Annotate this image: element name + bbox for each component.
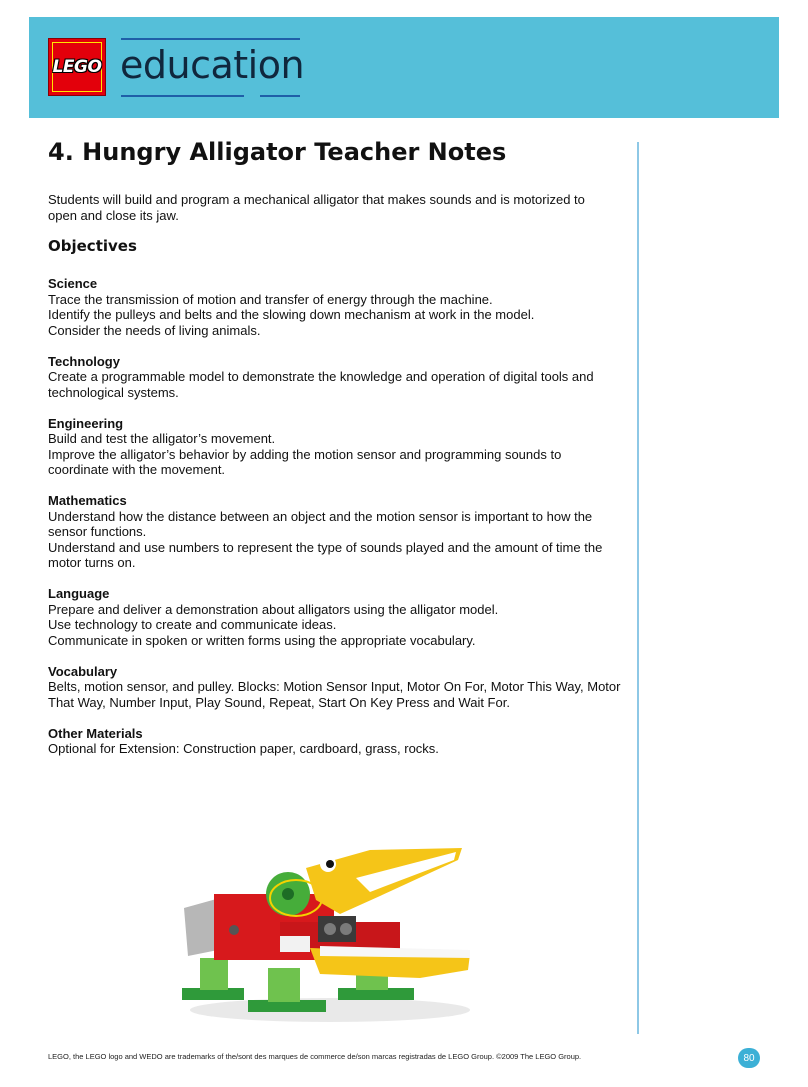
section-technology <box>48 354 626 401</box>
brand-line-bottom-right <box>260 95 300 97</box>
main-content <box>48 192 626 772</box>
intro-line: Students will build and program a mechanical alligator that makes sounds and is motorized to <box>48 192 585 207</box>
section-line: Understand and use numbers to represent the type of sounds played and the amount of time the <box>48 539 603 555</box>
section-other-materials <box>48 726 626 757</box>
section-line: sensor functions. <box>48 524 147 539</box>
page-title: 4. Hungry Alligator Teacher Notes <box>48 138 507 166</box>
page-number-badge: 80 <box>738 1048 760 1068</box>
sensor-eye <box>324 923 336 935</box>
header-banner <box>29 17 779 118</box>
section-science <box>48 276 626 338</box>
section-language <box>48 586 626 648</box>
section-line: Belts, motion sensor, and pulley. Blocks: Motion Sensor Input, Motor On For, Motor This Way, Motor <box>48 679 621 694</box>
section-title: Mathematics <box>48 493 127 508</box>
column-divider <box>637 142 639 1034</box>
section-vocabulary <box>48 664 626 711</box>
section-line: Build and test the alligator’s movement. <box>48 431 276 446</box>
lego-logo <box>48 38 106 96</box>
intro-line: open and close its jaw. <box>48 207 179 223</box>
section-line: Create a programmable model to demonstrate the knowledge and operation of digital tools and <box>48 369 594 384</box>
leg <box>200 958 228 990</box>
section-line: Improve the alligator’s behavior by adding the motion sensor and programming sounds to <box>48 446 562 462</box>
axle <box>229 925 239 935</box>
brand-line-bottom-left <box>121 95 244 97</box>
section-line: technological systems. <box>48 384 179 400</box>
pulley-hub <box>282 888 294 900</box>
section-line: coordinate with the movement. <box>48 462 226 477</box>
section-line: Consider the needs of living animals. <box>48 322 261 338</box>
section-title: Other Materials <box>48 725 143 741</box>
section-line: Trace the transmission of motion and transfer of energy through the machine. <box>48 291 493 307</box>
pupil <box>326 860 334 868</box>
section-line: motor turns on. <box>48 555 136 570</box>
section-title: Language <box>48 586 110 601</box>
section-line: Identify the pulleys and belts and the slowing down mechanism at work in the model. <box>48 307 535 322</box>
section-line: Understand how the distance between an object and the motion sensor is important to how the <box>48 508 593 524</box>
white-stripe <box>280 936 310 952</box>
section-mathematics <box>48 493 626 571</box>
intro-paragraph <box>48 192 626 223</box>
trademark-footer: LEGO, the LEGO logo and WEDO are trademarks of the/sont des marques de commerce de/son marcas registradas de LEGO Group. ©2009 The LEGO Group. <box>48 1052 582 1061</box>
section-line: Prepare and deliver a demonstration about alligators using the alligator model. <box>48 601 499 617</box>
lego-logo-text: LEGO <box>52 57 102 77</box>
section-engineering <box>48 416 626 478</box>
brand-line-top <box>121 38 300 40</box>
alligator-model-image <box>170 838 480 1028</box>
section-title: Technology <box>48 353 120 369</box>
section-line: Optional for Extension: Construction paper, cardboard, grass, rocks. <box>48 741 439 756</box>
section-title: Engineering <box>48 415 124 431</box>
model-shadow <box>190 998 470 1022</box>
sensor-eye <box>340 923 352 935</box>
section-title: Vocabulary <box>48 663 118 679</box>
section-title: Science <box>48 276 98 291</box>
objectives-heading: Objectives <box>48 237 137 255</box>
section-line: That Way, Number Input, Play Sound, Repeat, Start On Key Press and Wait For. <box>48 694 510 710</box>
lego-logo-frame <box>52 42 102 92</box>
section-line: Use technology to create and communicate ideas. <box>48 617 337 632</box>
section-line: Communicate in spoken or written forms using the appropriate vocabulary. <box>48 632 476 648</box>
leg <box>268 968 300 1002</box>
brand-wordmark: education <box>120 43 305 87</box>
